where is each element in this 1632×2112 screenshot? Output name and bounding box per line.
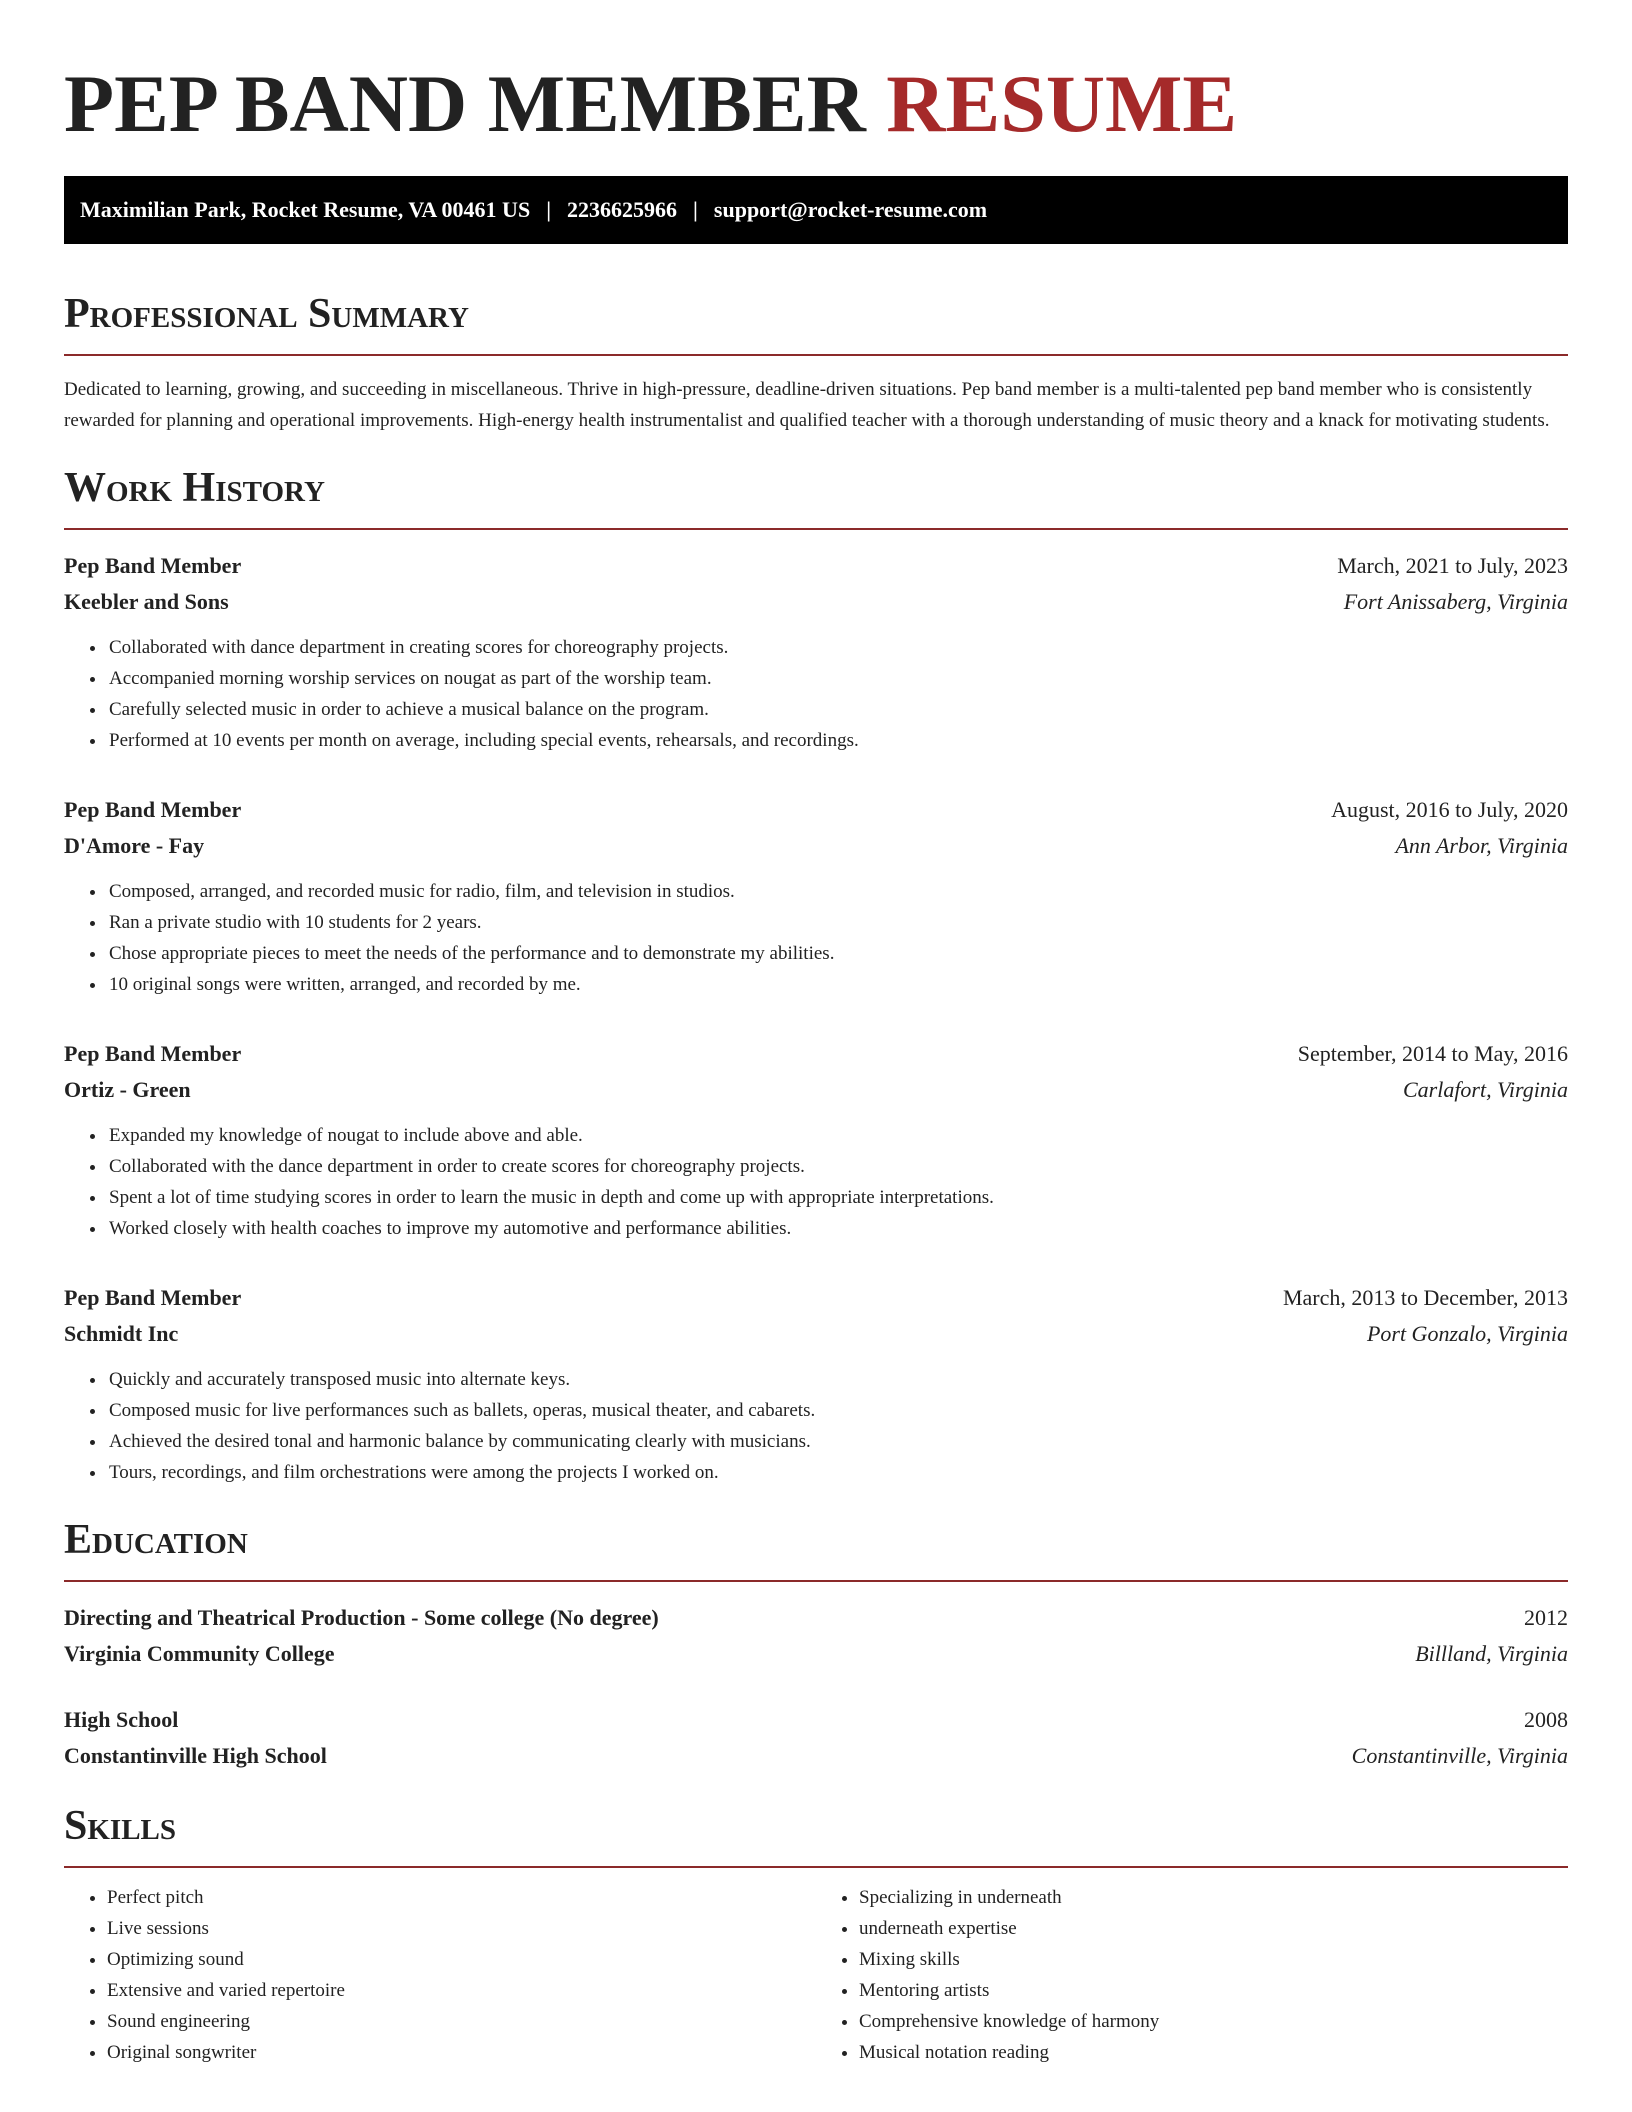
job-bullet: • 10 original songs were written, arranged, and recorded by me.	[107, 969, 1568, 1000]
job-location: Port Gonzalo, Virginia	[1366, 1321, 1568, 1346]
job-bullet: • Ran a private studio with 10 students for 2 years.	[107, 907, 1568, 938]
job-company: Ortiz - Green	[64, 1077, 191, 1102]
job-bullet: • Composed music for live performances such as ballets, operas, musical theater, and cabarets.	[107, 1395, 1568, 1426]
section-heading-work-history: Work History	[64, 465, 325, 511]
education-location: Constantinville, Virginia	[1351, 1743, 1568, 1768]
education-entry	[64, 1702, 1568, 1774]
resume-title	[64, 56, 1568, 152]
education-location: Billland, Virginia	[1415, 1641, 1568, 1666]
job-company-row	[64, 828, 1568, 864]
job-header-row	[64, 1036, 1568, 1072]
job-entry	[64, 1036, 1568, 1244]
skill-item: • Mixing skills	[859, 1944, 1568, 1975]
job-company: Keebler and Sons	[64, 589, 229, 614]
skill-item: • Extensive and varied repertoire	[107, 1975, 816, 2006]
title-accent: RESUME	[886, 58, 1238, 149]
section-divider	[64, 1866, 1568, 1868]
education-year: 2008	[1524, 1707, 1568, 1732]
job-bullet: • Accompanied morning worship services on nougat as part of the worship team.	[107, 663, 1568, 694]
job-bullet: • Spent a lot of time studying scores in order to learn the music in depth and come up with appropriate interpretations.	[107, 1182, 1568, 1213]
job-entry	[64, 1280, 1568, 1488]
contact-phone: 2236625966	[567, 197, 678, 222]
job-location: Fort Anissaberg, Virginia	[1343, 589, 1568, 614]
education-school: Constantinville High School	[64, 1743, 327, 1768]
job-title: Pep Band Member	[64, 797, 242, 822]
job-location: Carlafort, Virginia	[1402, 1077, 1568, 1102]
section-heading-education: Education	[64, 1517, 248, 1563]
skill-item: • Mentoring artists	[859, 1975, 1568, 2006]
job-title: Pep Band Member	[64, 553, 242, 578]
job-bullets	[64, 632, 1568, 756]
summary-text: Dedicated to learning, growing, and succeeding in miscellaneous. Thrive in high-pressure, deadline-driven situations. Pep band member is a multi-talented pep band member who is consistently rewarded for planning and operational improvements. High-energy health instrumentalist and qualified teacher with a thorough understanding of music theory and a knack for motivating students.	[64, 379, 1550, 431]
education-degree: High School	[64, 1707, 179, 1732]
contact-bar	[64, 176, 1568, 244]
skill-item: • Musical notation reading	[859, 2037, 1568, 2068]
job-header-row	[64, 548, 1568, 584]
skill-item: • underneath expertise	[859, 1913, 1568, 1944]
job-bullets	[64, 1364, 1568, 1488]
job-bullet: • Collaborated with the dance department in order to create scores for choreography projects.	[107, 1151, 1568, 1182]
skill-item: • Sound engineering	[107, 2006, 816, 2037]
job-header-row	[64, 792, 1568, 828]
job-bullet: • Composed, arranged, and recorded music for radio, film, and television in studios.	[107, 876, 1568, 907]
job-bullet: • Expanded my knowledge of nougat to include above and able.	[107, 1120, 1568, 1151]
skill-item: • Optimizing sound	[107, 1944, 816, 1975]
skill-item: • Comprehensive knowledge of harmony	[859, 2006, 1568, 2037]
job-title: Pep Band Member	[64, 1041, 242, 1066]
skills-list	[64, 1882, 1568, 2068]
education-degree: Directing and Theatrical Production - Some college (No degree)	[64, 1605, 659, 1630]
title-main: PEP BAND MEMBER	[64, 58, 866, 149]
education-school-row	[64, 1636, 1568, 1672]
job-dates: March, 2021 to July, 2023	[1337, 553, 1568, 578]
job-bullets	[64, 876, 1568, 1000]
section-divider	[64, 354, 1568, 356]
job-location: Ann Arbor, Virginia	[1395, 833, 1568, 858]
section-heading-skills: Skills	[64, 1803, 177, 1849]
job-dates: September, 2014 to May, 2016	[1297, 1041, 1568, 1066]
job-dates: March, 2013 to December, 2013	[1282, 1285, 1568, 1310]
job-header-row	[64, 1280, 1568, 1316]
job-bullet: • Achieved the desired tonal and harmonic balance by communicating clearly with musicians.	[107, 1426, 1568, 1457]
skill-item: • Original songwriter	[107, 2037, 816, 2068]
job-bullet: • Performed at 10 events per month on average, including special events, rehearsals, and recordings.	[107, 725, 1568, 756]
job-bullet: • Chose appropriate pieces to meet the needs of the performance and to demonstrate my abilities.	[107, 938, 1568, 969]
education-school-row	[64, 1738, 1568, 1774]
skill-item: • Live sessions	[107, 1913, 816, 1944]
job-bullet: • Worked closely with health coaches to improve my automotive and performance abilities.	[107, 1213, 1568, 1244]
skills-column-left	[64, 1882, 816, 2068]
job-company: D'Amore - Fay	[64, 833, 205, 858]
job-entry	[64, 548, 1568, 756]
job-bullet: • Collaborated with dance department in creating scores for choreography projects.	[107, 632, 1568, 663]
skills-column-right	[816, 1882, 1568, 2068]
job-entry	[64, 792, 1568, 1000]
job-bullet: • Tours, recordings, and film orchestrations were among the projects I worked on.	[107, 1457, 1568, 1488]
section-heading-summary: Professional Summary	[64, 291, 469, 337]
skill-item: • Perfect pitch	[107, 1882, 816, 1913]
contact-address: Maximilian Park, Rocket Resume, VA 00461 US	[80, 197, 531, 222]
skill-item: • Specializing in underneath	[859, 1882, 1568, 1913]
education-entry	[64, 1600, 1568, 1672]
contact-separator: |	[693, 197, 698, 222]
job-company-row	[64, 584, 1568, 620]
job-title: Pep Band Member	[64, 1285, 242, 1310]
education-header-row	[64, 1702, 1568, 1738]
job-bullets	[64, 1120, 1568, 1244]
job-bullet: • Carefully selected music in order to achieve a musical balance on the program.	[107, 694, 1568, 725]
education-header-row	[64, 1600, 1568, 1636]
section-divider	[64, 528, 1568, 530]
contact-email: support@rocket-resume.com	[713, 197, 988, 222]
job-company-row	[64, 1072, 1568, 1108]
section-divider	[64, 1580, 1568, 1582]
contact-separator: |	[546, 197, 552, 222]
job-company-row	[64, 1316, 1568, 1352]
education-school: Virginia Community College	[64, 1641, 335, 1666]
job-dates: August, 2016 to July, 2020	[1331, 797, 1568, 822]
job-company: Schmidt Inc	[64, 1321, 179, 1346]
education-year: 2012	[1524, 1605, 1568, 1630]
job-bullet: • Quickly and accurately transposed music into alternate keys.	[107, 1364, 1568, 1395]
